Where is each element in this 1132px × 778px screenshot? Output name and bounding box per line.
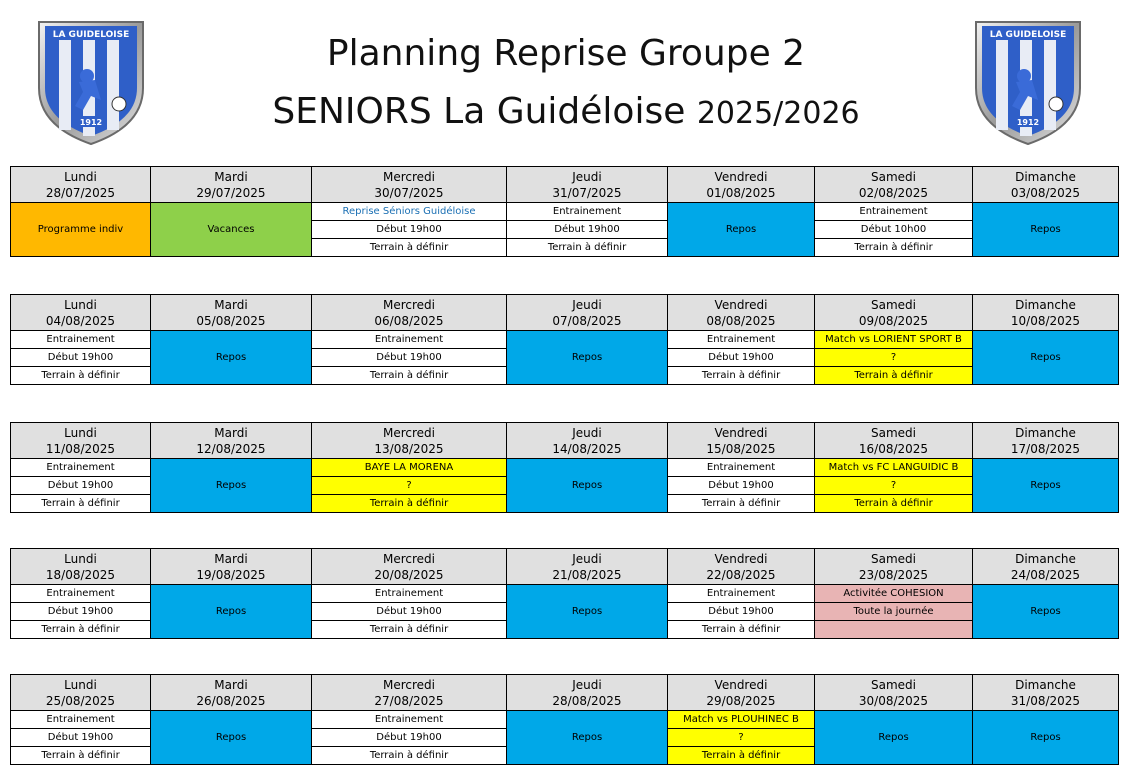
session-time: Début 19h00 <box>312 349 507 367</box>
day-header <box>312 295 507 331</box>
week-table <box>10 674 1119 765</box>
day-header <box>668 295 815 331</box>
day-name: Lundi <box>64 297 97 312</box>
session-activity: Entrainement <box>668 585 815 603</box>
session-location: Terrain à définir <box>815 367 973 385</box>
day-date: 14/08/2025 <box>552 441 622 456</box>
day-header <box>815 675 973 711</box>
session-activity: Entrainement <box>11 585 151 603</box>
session-time: Début 19h00 <box>11 603 151 621</box>
session-location <box>815 621 973 639</box>
day-status-cell: Repos <box>507 331 668 385</box>
day-header <box>668 423 815 459</box>
day-header <box>668 675 815 711</box>
day-date: 25/08/2025 <box>45 693 116 708</box>
day-header <box>815 549 973 585</box>
day-date: 17/08/2025 <box>1010 441 1081 456</box>
day-name: Dimanche <box>1015 297 1076 312</box>
day-name: Jeudi <box>572 677 602 692</box>
day-date: 12/08/2025 <box>196 441 266 456</box>
logo-club-name: LA GUIDELOISE <box>52 30 130 40</box>
day-name: Mardi <box>214 551 248 566</box>
day-date: 15/08/2025 <box>706 441 776 456</box>
session-location: Terrain à définir <box>11 495 151 513</box>
day-header <box>312 167 507 203</box>
session-activity: Activitée COHESION <box>815 585 973 603</box>
day-status-cell: Repos <box>507 585 668 639</box>
day-header <box>973 549 1119 585</box>
day-name: Jeudi <box>572 551 602 566</box>
session-time: Toute la journée <box>815 603 973 621</box>
session-time: Début 10h00 <box>815 221 973 239</box>
day-header <box>507 549 668 585</box>
session-activity: Entrainement <box>668 459 815 477</box>
day-name: Vendredi <box>714 425 768 440</box>
session-location: Terrain à définir <box>11 367 151 385</box>
day-name: Mercredi <box>382 425 435 440</box>
day-status-cell: Repos <box>151 331 312 385</box>
day-name: Jeudi <box>572 425 602 440</box>
day-date: 10/08/2025 <box>1010 313 1081 328</box>
session-activity: Match vs FC LANGUIDIC B <box>815 459 973 477</box>
day-header <box>507 295 668 331</box>
day-name: Dimanche <box>1015 169 1076 184</box>
session-time: ? <box>815 349 973 367</box>
day-date: 26/08/2025 <box>196 693 266 708</box>
session-location: Terrain à définir <box>815 495 973 513</box>
day-header <box>668 167 815 203</box>
session-location: Terrain à définir <box>312 367 507 385</box>
day-name: Lundi <box>64 425 97 440</box>
day-status-cell: Repos <box>151 711 312 765</box>
session-time: Début 19h00 <box>668 349 815 367</box>
day-status-cell: Repos <box>973 711 1119 765</box>
logo-year: 1912 <box>79 118 103 127</box>
day-date: 31/07/2025 <box>552 185 622 200</box>
session-location: Terrain à définir <box>815 239 973 257</box>
day-status-cell: Repos <box>973 459 1119 513</box>
day-status-cell: Repos <box>973 203 1119 257</box>
club-logo-left <box>35 18 147 148</box>
day-header <box>312 675 507 711</box>
day-date: 19/08/2025 <box>196 567 266 582</box>
day-name: Jeudi <box>572 169 602 184</box>
day-date: 05/08/2025 <box>196 313 266 328</box>
day-header <box>507 675 668 711</box>
session-time: Début 19h00 <box>312 221 507 239</box>
session-location: Terrain à définir <box>11 747 151 765</box>
day-header <box>973 295 1119 331</box>
session-activity: Entrainement <box>507 203 668 221</box>
day-date: 13/08/2025 <box>374 441 444 456</box>
day-header <box>11 167 151 203</box>
day-date: 04/08/2025 <box>45 313 116 328</box>
day-header <box>151 295 312 331</box>
day-status-cell: Repos <box>973 585 1119 639</box>
day-date: 29/08/2025 <box>706 693 776 708</box>
subtitle-season: 2025/2026 <box>696 96 860 131</box>
day-name: Dimanche <box>1015 677 1076 692</box>
day-status-cell: Repos <box>151 585 312 639</box>
day-name: Samedi <box>871 297 916 312</box>
club-logo-right <box>972 18 1084 148</box>
day-date: 20/08/2025 <box>374 567 444 582</box>
day-name: Mercredi <box>382 677 435 692</box>
session-time: Début 19h00 <box>312 729 507 747</box>
day-name: Vendredi <box>714 551 768 566</box>
session-location: Terrain à définir <box>507 239 668 257</box>
day-date: 30/07/2025 <box>374 185 444 200</box>
session-activity: BAYE LA MORENA <box>312 459 507 477</box>
day-name: Mardi <box>214 425 248 440</box>
session-location: Terrain à définir <box>312 621 507 639</box>
day-header <box>668 549 815 585</box>
day-name: Samedi <box>871 677 916 692</box>
session-location: Terrain à définir <box>668 621 815 639</box>
session-time: Début 19h00 <box>668 603 815 621</box>
logo-year: 1912 <box>1016 118 1040 127</box>
day-header <box>151 423 312 459</box>
day-status-cell: Repos <box>151 459 312 513</box>
session-time: ? <box>668 729 815 747</box>
day-header <box>312 423 507 459</box>
logo-club-name: LA GUIDELOISE <box>989 30 1067 40</box>
day-header <box>815 295 973 331</box>
day-status-cell: Programme indiv <box>11 203 151 257</box>
day-name: Vendredi <box>714 169 768 184</box>
day-status-cell: Repos <box>815 711 973 765</box>
session-activity: Entrainement <box>11 331 151 349</box>
week-table <box>10 548 1119 639</box>
session-activity: Reprise Séniors Guidéloise <box>312 203 507 221</box>
session-time: Début 19h00 <box>11 477 151 495</box>
session-time: Début 19h00 <box>11 729 151 747</box>
session-location: Terrain à définir <box>668 747 815 765</box>
page-title: Planning Reprise Groupe 2 <box>326 33 806 74</box>
session-activity: Entrainement <box>312 585 507 603</box>
day-header <box>815 167 973 203</box>
day-name: Samedi <box>871 169 916 184</box>
day-date: 02/08/2025 <box>858 185 929 200</box>
day-header <box>151 167 312 203</box>
session-activity: Entrainement <box>312 711 507 729</box>
session-location: Terrain à définir <box>668 495 815 513</box>
session-activity: Match vs PLOUHINEC B <box>668 711 815 729</box>
week-table <box>10 294 1119 385</box>
day-header <box>11 295 151 331</box>
day-date: 27/08/2025 <box>374 693 444 708</box>
day-date: 28/07/2025 <box>45 185 116 200</box>
day-date: 30/08/2025 <box>858 693 929 708</box>
session-location: Terrain à définir <box>11 621 151 639</box>
day-name: Mercredi <box>382 297 435 312</box>
day-date: 11/08/2025 <box>45 441 116 456</box>
day-name: Samedi <box>871 551 916 566</box>
day-name: Dimanche <box>1015 551 1076 566</box>
day-header <box>11 675 151 711</box>
day-name: Samedi <box>871 425 916 440</box>
day-date: 31/08/2025 <box>1010 693 1081 708</box>
session-location: Terrain à définir <box>312 747 507 765</box>
day-header <box>151 675 312 711</box>
day-date: 08/08/2025 <box>706 313 776 328</box>
session-time: ? <box>312 477 507 495</box>
day-header <box>973 167 1119 203</box>
day-date: 07/08/2025 <box>552 313 622 328</box>
day-name: Vendredi <box>714 297 768 312</box>
day-date: 06/08/2025 <box>374 313 444 328</box>
session-location: Terrain à définir <box>312 495 507 513</box>
session-activity: Entrainement <box>11 711 151 729</box>
session-activity: Match vs LORIENT SPORT B <box>815 331 973 349</box>
day-date: 23/08/2025 <box>858 567 929 582</box>
day-name: Jeudi <box>572 297 602 312</box>
day-status-cell: Vacances <box>151 203 312 257</box>
session-time: ? <box>815 477 973 495</box>
day-name: Mardi <box>214 297 248 312</box>
day-status-cell: Repos <box>668 203 815 257</box>
day-header <box>11 549 151 585</box>
day-name: Mercredi <box>382 169 435 184</box>
day-name: Lundi <box>64 677 97 692</box>
day-name: Vendredi <box>714 677 768 692</box>
day-header <box>11 423 151 459</box>
page-subtitle <box>200 90 932 136</box>
day-header <box>507 167 668 203</box>
day-header <box>151 549 312 585</box>
day-date: 21/08/2025 <box>552 567 622 582</box>
week-table <box>10 166 1119 257</box>
day-header <box>973 675 1119 711</box>
day-name: Mercredi <box>382 551 435 566</box>
day-date: 24/08/2025 <box>1010 567 1081 582</box>
session-time: Début 19h00 <box>507 221 668 239</box>
session-activity: Entrainement <box>11 459 151 477</box>
day-header <box>815 423 973 459</box>
day-status-cell: Repos <box>507 459 668 513</box>
day-date: 16/08/2025 <box>858 441 929 456</box>
day-header <box>312 549 507 585</box>
session-location: Terrain à définir <box>668 367 815 385</box>
day-name: Lundi <box>64 551 97 566</box>
day-date: 22/08/2025 <box>706 567 776 582</box>
day-name: Mardi <box>214 677 248 692</box>
session-activity: Entrainement <box>815 203 973 221</box>
session-time: Début 19h00 <box>312 603 507 621</box>
week-table <box>10 422 1119 513</box>
day-header <box>973 423 1119 459</box>
session-time: Début 19h00 <box>11 349 151 367</box>
day-status-cell: Repos <box>507 711 668 765</box>
day-date: 28/08/2025 <box>552 693 622 708</box>
session-location: Terrain à définir <box>312 239 507 257</box>
day-name: Lundi <box>64 169 97 184</box>
day-name: Dimanche <box>1015 425 1076 440</box>
subtitle-team: SENIORS La Guidéloise <box>272 91 686 132</box>
day-date: 01/08/2025 <box>706 185 776 200</box>
day-date: 03/08/2025 <box>1010 185 1081 200</box>
day-date: 29/07/2025 <box>196 185 266 200</box>
day-name: Mardi <box>214 169 248 184</box>
day-date: 18/08/2025 <box>45 567 116 582</box>
day-header <box>507 423 668 459</box>
day-status-cell: Repos <box>973 331 1119 385</box>
day-date: 09/08/2025 <box>858 313 929 328</box>
session-activity: Entrainement <box>668 331 815 349</box>
session-activity: Entrainement <box>312 331 507 349</box>
session-time: Début 19h00 <box>668 477 815 495</box>
